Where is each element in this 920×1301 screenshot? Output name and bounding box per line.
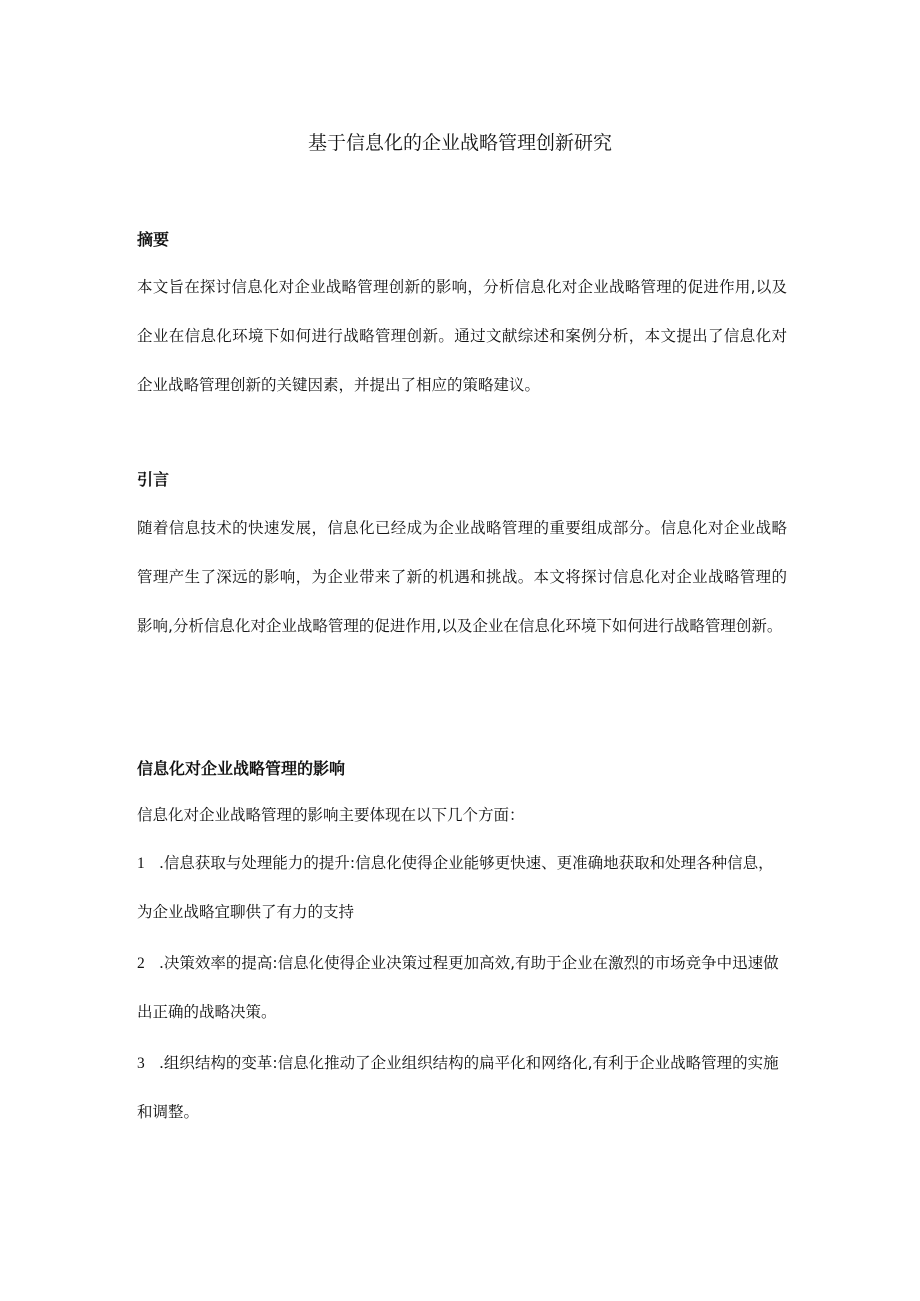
page-title: 基于信息化的企业战略管理创新研究 bbox=[307, 132, 612, 154]
list-item bbox=[137, 839, 787, 937]
abstract-paragraph: 本文旨在探讨信息化对企业战略管理创新的影响，分析信息化对企业战略管理的促进作用,以及企业在信息化环境下如何进行战略管理创新。通过文献综述和案例分析，本文提出了信息化对企业战略管理创新的关键因素，并提出了相应的策略建议。 bbox=[137, 278, 787, 394]
abstract-heading: 摘要 bbox=[137, 230, 170, 249]
list-item-text: .组织结构的变革:信息化推动了企业组织结构的扁平化和网络化,有利于企业战略管理的实施和调整。 bbox=[137, 1054, 779, 1121]
introduction-heading: 引言 bbox=[137, 470, 170, 489]
list-item-number: 2 bbox=[137, 955, 145, 972]
list-item bbox=[137, 1039, 787, 1137]
list-item-text: .信息获取与处理能力的提升:信息化使得企业能够更快速、更准确地获取和处理各种信息，为企业战略宜聊供了有力的支持 bbox=[137, 854, 774, 921]
impact-intro-paragraph: 信息化对企业战略管理的影响主要体现在以下几个方面： bbox=[137, 806, 525, 824]
introduction-paragraph: 随着信息技术的快速发展，信息化已经成为企业战略管理的重要组成部分。信息化对企业战略管理产生了深远的影响，为企业带来了新的机遇和挑战。本文将探讨信息化对企业战略管理的影响,分析信息化对企业战略管理的促进作用,以及企业在信息化环境下如何进行战略管理创新。 bbox=[137, 519, 787, 635]
list-item-number: 1 bbox=[137, 855, 145, 872]
list-item-text: .决策效率的提高:信息化使得企业决策过程更加高效,有助于企业在激烈的市场竞争中迅速做出正确的战略决策。 bbox=[137, 954, 779, 1021]
list-item bbox=[137, 939, 787, 1037]
list-item-number: 3 bbox=[137, 1055, 145, 1072]
impact-heading: 信息化对企业战略管理的影响 bbox=[137, 759, 346, 778]
